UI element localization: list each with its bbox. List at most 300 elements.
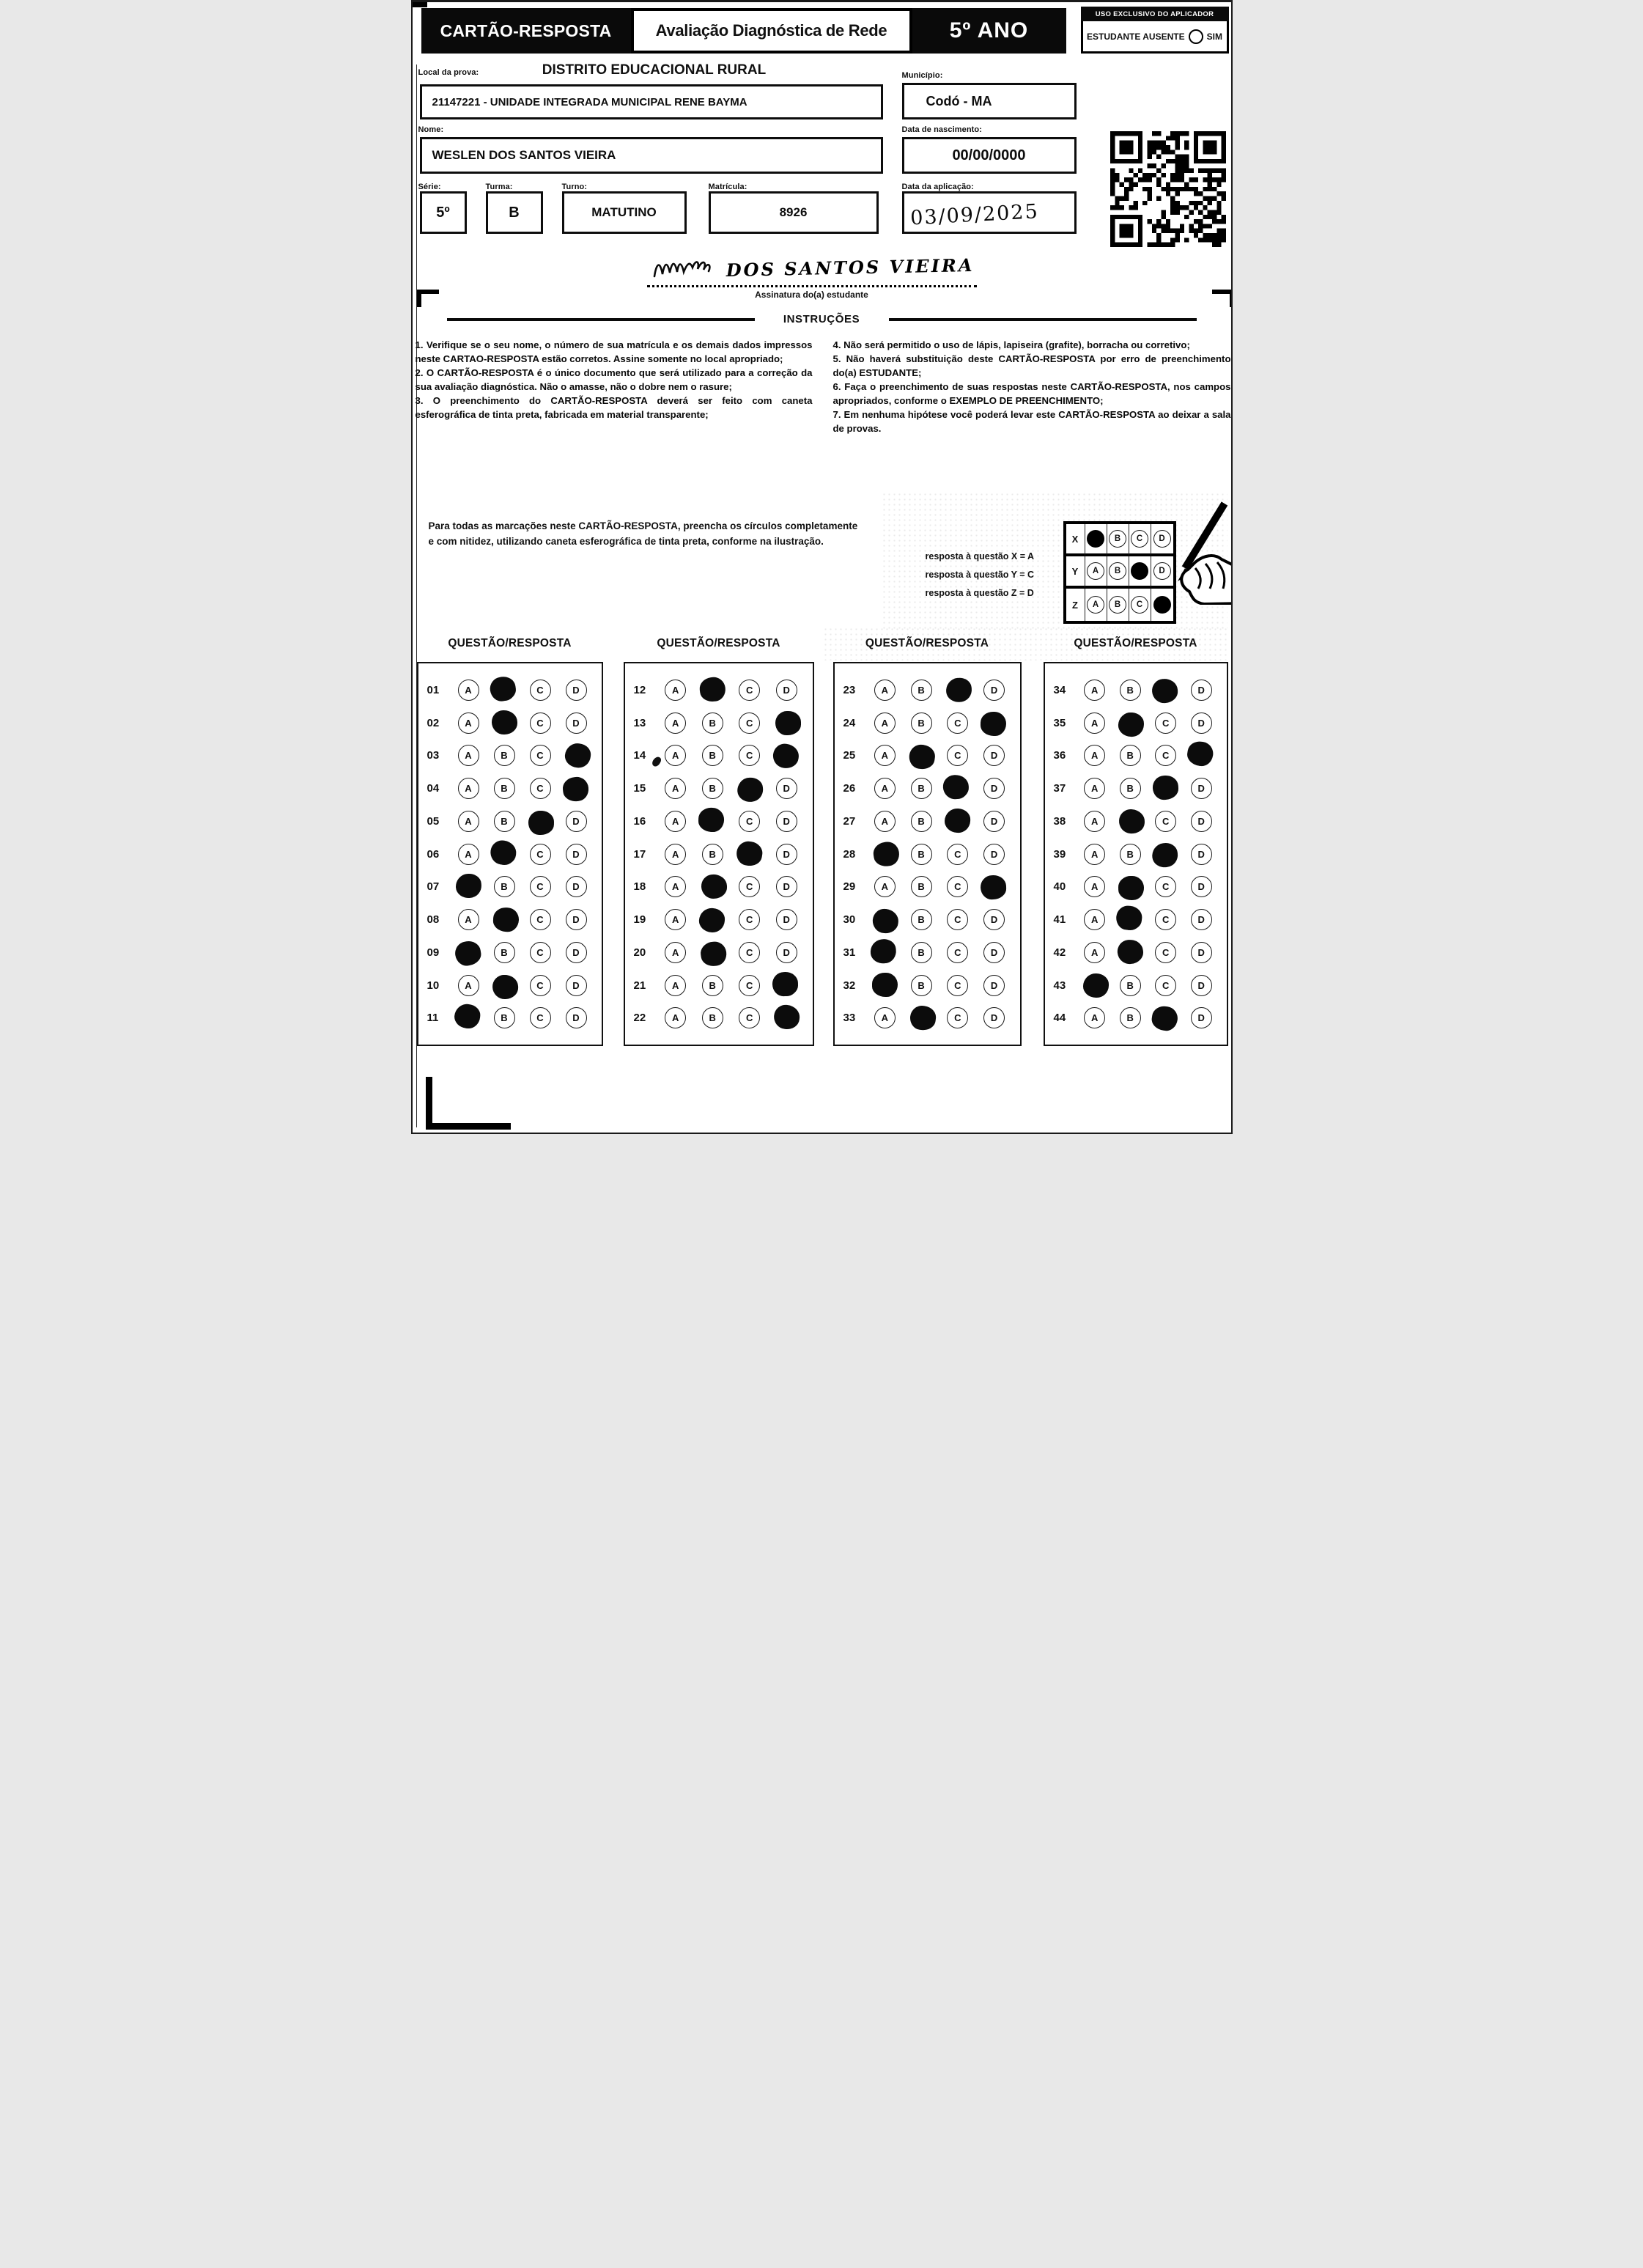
bubble-q15-A[interactable]: A (665, 778, 686, 799)
bubble-q34-D[interactable]: D (1191, 680, 1212, 701)
question-row-33 (835, 1007, 1020, 1028)
bubble-q05-D[interactable]: D (566, 811, 587, 832)
bubble-q18-C[interactable]: C (739, 876, 760, 897)
bubble-q40-D[interactable]: D (1191, 876, 1212, 897)
question-number: 29 (843, 880, 856, 894)
question-row-37 (1045, 778, 1227, 799)
bubble-q14-B[interactable]: B (702, 745, 723, 766)
bubble-q41-D[interactable]: D (1191, 909, 1212, 930)
bubble-q09-C[interactable]: C (530, 942, 551, 963)
filled-mark (488, 675, 517, 703)
question-row-13 (625, 713, 813, 734)
question-number: 21 (633, 979, 646, 992)
bubble-q04-A[interactable]: A (458, 778, 479, 799)
question-number: 34 (1053, 683, 1066, 696)
bubble-q34-A[interactable]: A (1084, 680, 1105, 701)
filled-mark (981, 875, 1007, 900)
bubble-q03-B[interactable]: B (494, 745, 515, 766)
bubble-q26-C[interactable] (947, 778, 968, 799)
question-number: 35 (1053, 716, 1066, 729)
bubble-q01-C[interactable]: C (530, 680, 551, 701)
bubble-q02-D[interactable]: D (566, 713, 587, 734)
bubble-q01-D[interactable]: D (566, 680, 587, 701)
question-row-05 (418, 811, 602, 832)
bubble-q08-A[interactable]: A (458, 909, 479, 930)
bubble-q35-A[interactable]: A (1084, 713, 1105, 734)
bubble-q31-D[interactable]: D (983, 942, 1005, 963)
bubble-q02-C[interactable]: C (530, 713, 551, 734)
answers-column-1 (417, 662, 603, 1046)
question-row-35 (1045, 713, 1227, 734)
instruction-item: 5. Não haverá substituição deste CARTÃO-RESPOSTA por erro de preenchimento do(a) ESTUDANTE; (832, 353, 1231, 378)
filled-mark (1151, 1005, 1179, 1033)
instructions-heading: INSTRUÇÕES (783, 313, 860, 325)
bubble-q22-B[interactable]: B (702, 1007, 723, 1028)
instructions-rule-left (447, 318, 755, 321)
bubble-q24-C[interactable]: C (947, 713, 968, 734)
bubble-q23-D[interactable]: D (983, 680, 1005, 701)
instructions-rule-right (889, 318, 1197, 321)
bubble-q44-C[interactable] (1155, 1007, 1176, 1028)
bubble-q41-B[interactable] (1120, 909, 1141, 930)
bubble-q04-D[interactable] (566, 778, 587, 799)
bubble-q16-B[interactable] (702, 811, 723, 832)
bubble-q25-C[interactable]: C (947, 745, 968, 766)
filled-mark (945, 808, 972, 833)
question-number: 25 (843, 749, 856, 762)
instruction-item: 2. O CARTÃO-RESPOSTA é o único documento que será utilizado para a correção da sua avaliação diagnóstica. Não o amasse, não o dobre nem o rasure; (415, 367, 813, 392)
bubble-q07-C[interactable]: C (530, 876, 551, 897)
bubble-q20-C[interactable]: C (739, 942, 760, 963)
bubble-q19-A[interactable]: A (665, 909, 686, 930)
bubble-q38-D[interactable]: D (1191, 811, 1212, 832)
bubble-q36-C[interactable]: C (1155, 745, 1176, 766)
turno-label: Turno: (561, 183, 588, 191)
question-number: 10 (427, 979, 440, 992)
bubble-q03-C[interactable]: C (530, 745, 551, 766)
example-bubble-Z-A: A (1087, 596, 1104, 614)
instruction-item: 7. Em nenhuma hipótese você poderá levar este CARTÃO-RESPOSTA ao deixar a sala de provas. (832, 409, 1231, 434)
turma-field (486, 191, 543, 234)
question-row-28 (835, 844, 1020, 865)
bubble-q30-A[interactable] (874, 909, 896, 930)
question-row-18 (625, 876, 813, 897)
filled-mark (1186, 740, 1215, 767)
bubble-q30-D[interactable]: D (983, 909, 1005, 930)
bubble-q44-A[interactable]: A (1084, 1007, 1105, 1028)
bubble-q11-A[interactable] (458, 1007, 479, 1028)
bubble-q33-A[interactable]: A (874, 1007, 896, 1028)
question-row-21 (625, 975, 813, 996)
bubble-q22-D[interactable] (776, 1007, 797, 1028)
bubble-q14-D[interactable] (776, 745, 797, 766)
instruction-item: 6. Faça o preenchimento de suas respostas neste CARTÃO-RESPOSTA, nos campos apropriados, conforme o EXEMPLO DE PREENCHIMENTO; (832, 381, 1231, 406)
filled-mark (772, 971, 798, 996)
bubble-q13-B[interactable]: B (702, 713, 723, 734)
filled-mark (1151, 841, 1179, 869)
bubble-q23-B[interactable]: B (911, 680, 932, 701)
bubble-q08-D[interactable]: D (566, 909, 587, 930)
bubble-q10-D[interactable]: D (566, 975, 587, 996)
bubble-q12-B[interactable] (702, 680, 723, 701)
example-bubble-X-C: C (1131, 530, 1148, 548)
question-row-15 (625, 778, 813, 799)
municipio-label: Município: (901, 71, 943, 80)
question-row-30 (835, 909, 1020, 930)
bubble-q31-B[interactable]: B (911, 942, 932, 963)
example-bubble-X-A (1087, 530, 1104, 548)
question-row-14 (625, 745, 813, 766)
question-number: 23 (843, 683, 856, 696)
bubble-q39-D[interactable]: D (1191, 844, 1212, 865)
bubble-q27-D[interactable]: D (983, 811, 1005, 832)
bubble-q10-A[interactable]: A (458, 975, 479, 996)
filled-mark (699, 940, 728, 968)
school-field (420, 84, 883, 119)
bubble-q27-C[interactable] (947, 811, 968, 832)
bubble-q09-B[interactable]: B (494, 942, 515, 963)
question-row-19 (625, 909, 813, 930)
bubble-q07-D[interactable]: D (566, 876, 587, 897)
bubble-q22-A[interactable]: A (665, 1007, 686, 1028)
aplicador-label: USO EXCLUSIVO DO APLICADOR (1081, 7, 1229, 21)
bubble-q40-B[interactable] (1120, 876, 1141, 897)
bubble-q30-C[interactable]: C (947, 909, 968, 930)
answers-header-3: QUESTÃO/RESPOSTA (865, 637, 989, 649)
bubble-q29-C[interactable]: C (947, 876, 968, 897)
bubble-q39-A[interactable]: A (1084, 844, 1105, 865)
bubble-q29-A[interactable]: A (874, 876, 896, 897)
bubble-q19-D[interactable]: D (776, 909, 797, 930)
bubble-q19-B[interactable] (702, 909, 723, 930)
bubble-q24-A[interactable]: A (874, 713, 896, 734)
bubble-q20-D[interactable]: D (776, 942, 797, 963)
nome-value: WESLEN DOS SANTOS VIEIRA (432, 148, 616, 162)
example-legend-line: resposta à questão Y = C (925, 570, 1035, 580)
bubble-q24-D[interactable] (983, 713, 1005, 734)
bubble-q39-B[interactable]: B (1120, 844, 1141, 865)
question-row-32 (835, 975, 1020, 996)
question-row-02 (418, 713, 602, 734)
bubble-q29-D[interactable] (983, 876, 1005, 897)
example-bubble-X-D: D (1153, 530, 1171, 548)
filled-mark (701, 874, 728, 899)
question-row-23 (835, 680, 1020, 701)
bubble-q36-D[interactable] (1191, 745, 1212, 766)
bubble-q25-B[interactable] (911, 745, 932, 766)
corner-bracket-left (417, 290, 439, 307)
filled-mark (736, 776, 764, 803)
example-grid (1063, 521, 1176, 624)
bubble-q35-B[interactable] (1120, 713, 1141, 734)
bubble-q17-C[interactable] (739, 844, 760, 865)
answers-header-1: QUESTÃO/RESPOSTA (448, 637, 572, 649)
bubble-q22-C[interactable]: C (739, 1007, 760, 1028)
bubble-q17-D[interactable]: D (776, 844, 797, 865)
school-value: 21147221 - UNIDADE INTEGRADA MUNICIPAL RENE BAYMA (432, 95, 747, 108)
bubble-q11-D[interactable]: D (566, 1007, 587, 1028)
bubble-q01-A[interactable]: A (458, 680, 479, 701)
question-number: 28 (843, 847, 856, 861)
bubble-q31-A[interactable] (874, 942, 896, 963)
question-row-11 (418, 1007, 602, 1028)
bubble-q06-C[interactable]: C (530, 844, 551, 865)
bubble-q24-B[interactable]: B (911, 713, 932, 734)
question-number: 32 (843, 979, 856, 992)
bubble-q16-A[interactable]: A (665, 811, 686, 832)
bubble-q11-C[interactable]: C (530, 1007, 551, 1028)
question-row-43 (1045, 975, 1227, 996)
bubble-q18-D[interactable]: D (776, 876, 797, 897)
bubble-q06-D[interactable]: D (566, 844, 587, 865)
bubble-q33-B[interactable] (911, 1007, 932, 1028)
bubble-q39-C[interactable] (1155, 844, 1176, 865)
bubble-q12-A[interactable]: A (665, 680, 686, 701)
bubble-q20-A[interactable]: A (665, 942, 686, 963)
bubble-q26-D[interactable]: D (983, 778, 1005, 799)
bubble-q06-B[interactable] (494, 844, 515, 865)
bubble-q29-B[interactable]: B (911, 876, 932, 897)
question-row-40 (1045, 876, 1227, 897)
bubble-q09-D[interactable]: D (566, 942, 587, 963)
district-title: DISTRITO EDUCACIONAL RURAL (542, 62, 767, 78)
bubble-q33-C[interactable]: C (947, 1007, 968, 1028)
matricula-field (709, 191, 879, 234)
question-number: 41 (1053, 913, 1066, 926)
bubble-q23-A[interactable]: A (874, 680, 896, 701)
bubble-q04-C[interactable]: C (530, 778, 551, 799)
bubble-q26-B[interactable]: B (911, 778, 932, 799)
ausente-sim-bubble[interactable] (1189, 29, 1203, 44)
filled-mark (698, 907, 725, 933)
question-number: 13 (633, 716, 646, 729)
bubble-q36-B[interactable]: B (1120, 745, 1141, 766)
bubble-q34-B[interactable]: B (1120, 680, 1141, 701)
bubble-q38-B[interactable] (1120, 811, 1141, 832)
bubble-q05-A[interactable]: A (458, 811, 479, 832)
bubble-q37-D[interactable]: D (1191, 778, 1212, 799)
bubble-q25-D[interactable]: D (983, 745, 1005, 766)
bubble-q14-C[interactable]: C (739, 745, 760, 766)
bubble-q17-B[interactable]: B (702, 844, 723, 865)
answers-header-2: QUESTÃO/RESPOSTA (657, 637, 780, 649)
bubble-q28-C[interactable]: C (947, 844, 968, 865)
bubble-q27-A[interactable]: A (874, 811, 896, 832)
bubble-q43-B[interactable]: B (1120, 975, 1141, 996)
question-row-10 (418, 975, 602, 996)
question-number: 39 (1053, 847, 1066, 861)
question-number: 37 (1053, 782, 1066, 795)
bubble-q13-C[interactable]: C (739, 713, 760, 734)
bubble-q04-B[interactable]: B (494, 778, 515, 799)
question-number: 43 (1053, 979, 1066, 992)
bubble-q41-C[interactable]: C (1155, 909, 1176, 930)
bubble-q15-D[interactable]: D (776, 778, 797, 799)
bubble-q01-B[interactable] (494, 680, 515, 701)
example-bubble-Z-C: C (1131, 596, 1148, 614)
bubble-q28-A[interactable] (874, 844, 896, 865)
signature-text: DOS SANTOS VIEIRA (725, 254, 975, 281)
signature-line[interactable] (647, 251, 977, 287)
bubble-q31-C[interactable]: C (947, 942, 968, 963)
bubble-q02-B[interactable] (494, 713, 515, 734)
bubble-q21-D[interactable] (776, 975, 797, 996)
bubble-q23-C[interactable] (947, 680, 968, 701)
example-bubble-Y-A: A (1087, 562, 1104, 580)
signature-caption: Assinatura do(a) estudante (755, 290, 868, 300)
bubble-q19-C[interactable]: C (739, 909, 760, 930)
bubble-q30-B[interactable]: B (911, 909, 932, 930)
bubble-q10-B[interactable] (494, 975, 515, 996)
bubble-q25-A[interactable]: A (874, 745, 896, 766)
example-bubble-X-B: B (1109, 530, 1126, 548)
bubble-q42-D[interactable]: D (1191, 942, 1212, 963)
bubble-q14-A[interactable]: A (665, 745, 686, 766)
question-number: 11 (427, 1012, 439, 1025)
bubble-q18-B[interactable] (702, 876, 723, 897)
bubble-q21-A[interactable]: A (665, 975, 686, 996)
question-number: 22 (633, 1012, 646, 1025)
question-number: 05 (427, 814, 440, 828)
bubble-q42-B[interactable] (1120, 942, 1141, 963)
bubble-q11-B[interactable]: B (494, 1007, 515, 1028)
bubble-q32-A[interactable] (874, 975, 896, 996)
filled-mark (869, 938, 898, 965)
bubble-q36-A[interactable]: A (1084, 745, 1105, 766)
bubble-q08-B[interactable] (494, 909, 515, 930)
bubble-q27-B[interactable]: B (911, 811, 932, 832)
question-row-41 (1045, 909, 1227, 930)
bubble-q32-B[interactable]: B (911, 975, 932, 996)
bubble-q17-A[interactable]: A (665, 844, 686, 865)
bubble-q02-A[interactable]: A (458, 713, 479, 734)
bubble-q10-C[interactable]: C (530, 975, 551, 996)
question-number: 27 (843, 814, 856, 828)
bubble-q15-B[interactable]: B (702, 778, 723, 799)
ausente-option-label: SIM (1206, 31, 1222, 42)
bubble-q03-A[interactable]: A (458, 745, 479, 766)
municipio-field (902, 83, 1077, 119)
bubble-q32-D[interactable]: D (983, 975, 1005, 996)
answer-sheet-page (411, 0, 1233, 1134)
nascimento-field (902, 137, 1077, 174)
filled-mark (1115, 905, 1142, 931)
question-row-20 (625, 942, 813, 963)
aplicacao-handwritten-value: 03/09/2025 (909, 199, 1039, 229)
bubble-q08-C[interactable]: C (530, 909, 551, 930)
question-number: 15 (633, 782, 646, 795)
bubble-q07-B[interactable]: B (494, 876, 515, 897)
bubble-q16-C[interactable]: C (739, 811, 760, 832)
bubble-q21-B[interactable]: B (702, 975, 723, 996)
turma-value: B (509, 204, 520, 221)
filled-mark (1118, 712, 1144, 737)
question-row-38 (1045, 811, 1227, 832)
bubble-q35-C[interactable]: C (1155, 713, 1176, 734)
bubble-q03-D[interactable] (566, 745, 587, 766)
bubble-q21-C[interactable]: C (739, 975, 760, 996)
bubble-q05-B[interactable]: B (494, 811, 515, 832)
question-number: 03 (427, 749, 440, 762)
bubble-q43-D[interactable]: D (1191, 975, 1212, 996)
bubble-q13-D[interactable] (776, 713, 797, 734)
bubble-q12-C[interactable]: C (739, 680, 760, 701)
question-number: 24 (843, 716, 856, 729)
bubble-q16-D[interactable]: D (776, 811, 797, 832)
filled-mark (489, 839, 517, 866)
bubble-q38-A[interactable]: A (1084, 811, 1105, 832)
answers-column-3 (833, 662, 1022, 1046)
bubble-q35-D[interactable]: D (1191, 713, 1212, 734)
filled-mark (909, 1004, 937, 1031)
question-number: 07 (427, 880, 440, 894)
bubble-q15-C[interactable] (739, 778, 760, 799)
bubble-q13-A[interactable]: A (665, 713, 686, 734)
question-number: 44 (1053, 1012, 1066, 1025)
question-row-39 (1045, 844, 1227, 865)
bubble-q37-B[interactable]: B (1120, 778, 1141, 799)
question-row-44 (1045, 1007, 1227, 1028)
bubble-q33-D[interactable]: D (983, 1007, 1005, 1028)
question-row-31 (835, 942, 1020, 963)
question-row-12 (625, 680, 813, 701)
bubble-q44-D[interactable]: D (1191, 1007, 1212, 1028)
bubble-q07-A[interactable] (458, 876, 479, 897)
bubble-q42-C[interactable]: C (1155, 942, 1176, 963)
bubble-q41-A[interactable]: A (1084, 909, 1105, 930)
question-row-34 (1045, 680, 1227, 701)
question-row-25 (835, 745, 1020, 766)
bubble-q18-A[interactable]: A (665, 876, 686, 897)
bubble-q34-C[interactable] (1155, 680, 1176, 701)
nascimento-value: 00/00/0000 (952, 147, 1026, 163)
question-number: 20 (633, 946, 646, 959)
question-number: 19 (633, 913, 646, 926)
turma-label: Turma: (485, 183, 513, 191)
example-bubble-Y-C (1131, 562, 1148, 580)
bubble-q43-A[interactable] (1084, 975, 1105, 996)
question-row-36 (1045, 745, 1227, 766)
bubble-q37-A[interactable]: A (1084, 778, 1105, 799)
bubble-q40-A[interactable]: A (1084, 876, 1105, 897)
serie-field (420, 191, 467, 234)
turno-value: MATUTINO (591, 205, 657, 219)
question-number: 30 (843, 913, 856, 926)
bubble-q20-B[interactable] (702, 942, 723, 963)
bubble-q26-A[interactable]: A (874, 778, 896, 799)
aplicador-box (1081, 7, 1229, 55)
bubble-q43-C[interactable]: C (1155, 975, 1176, 996)
example-row-label: X (1066, 524, 1085, 556)
bubble-q40-C[interactable]: C (1155, 876, 1176, 897)
bubble-q28-D[interactable]: D (983, 844, 1005, 865)
bubble-q05-C[interactable] (530, 811, 551, 832)
question-number: 31 (843, 946, 856, 959)
bubble-q28-B[interactable]: B (911, 844, 932, 865)
bubble-q37-C[interactable] (1155, 778, 1176, 799)
bubble-q42-A[interactable]: A (1084, 942, 1105, 963)
example-bubble-Y-B: B (1109, 562, 1126, 580)
bubble-q38-C[interactable]: C (1155, 811, 1176, 832)
matricula-value: 8926 (779, 205, 808, 219)
question-row-07 (418, 876, 602, 897)
bubble-q32-C[interactable]: C (947, 975, 968, 996)
bubble-q44-B[interactable]: B (1120, 1007, 1141, 1028)
bubble-q06-A[interactable]: A (458, 844, 479, 865)
filled-mark (871, 840, 901, 868)
bubble-q12-D[interactable]: D (776, 680, 797, 701)
bubble-q09-A[interactable] (458, 942, 479, 963)
